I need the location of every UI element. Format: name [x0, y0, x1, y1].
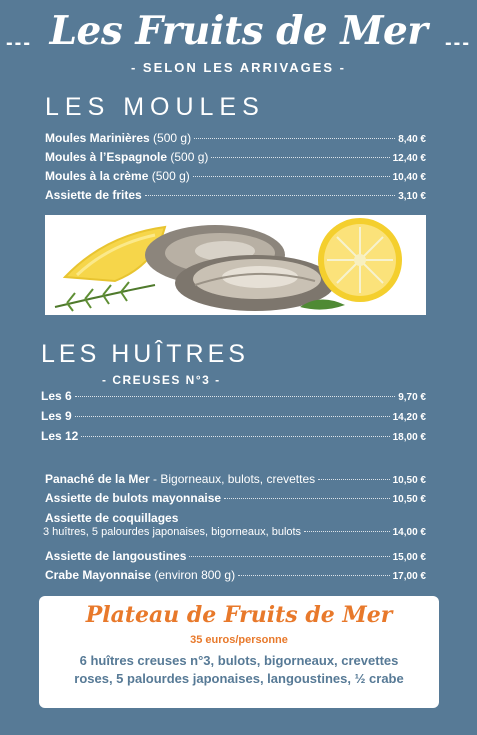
- plateau-price: 35 euros/personne: [190, 634, 288, 646]
- item-price: 8,40 €: [398, 134, 426, 145]
- item-price: 10,50 €: [392, 494, 426, 505]
- plateau-description: [39, 652, 439, 688]
- dot-leader: [189, 556, 389, 557]
- title-dash-right: ---: [445, 32, 471, 54]
- dot-leader: [304, 531, 390, 532]
- dot-leader: [211, 157, 389, 158]
- dot-leader: [194, 138, 395, 139]
- item-label: Moules à la crème: [45, 169, 149, 183]
- item-price: 14,00 €: [392, 527, 426, 538]
- dot-leader: [318, 479, 389, 480]
- item-price: 15,00 €: [392, 552, 426, 563]
- item-note: (500 g): [167, 150, 209, 164]
- item-name: [45, 568, 235, 582]
- item-note: (500 g): [148, 169, 190, 183]
- list-item: [45, 169, 426, 188]
- section-title-moules: LES MOULES: [45, 93, 265, 121]
- list-item: [45, 188, 426, 207]
- item-label: Assiette de frites: [45, 188, 142, 202]
- item-price: 17,00 €: [392, 571, 426, 582]
- item-name: Assiette de bulots mayonnaise: [45, 491, 222, 505]
- dot-leader: [75, 396, 396, 397]
- dot-leader: [75, 416, 390, 417]
- moules-list: [45, 131, 426, 207]
- list-item: [41, 429, 426, 449]
- list-item: [45, 568, 426, 587]
- item-name: Les 12: [41, 429, 79, 443]
- item-name: [45, 131, 191, 145]
- list-item: [45, 150, 426, 169]
- item-label: Moules Marinières: [45, 131, 150, 145]
- item-note: (500 g): [149, 131, 192, 145]
- item-name: Les 9: [41, 409, 72, 423]
- item-name: [45, 472, 315, 486]
- item-name: [45, 169, 190, 183]
- dot-leader: [145, 195, 395, 196]
- item-note: (environ 800 g): [151, 568, 236, 582]
- item-price: 14,20 €: [392, 412, 426, 423]
- dot-leader: [193, 176, 390, 177]
- dot-leader: [224, 498, 390, 499]
- list-item: [45, 472, 426, 491]
- item-note: - Bigorneaux, bulots, crevettes: [149, 472, 316, 486]
- header: [0, 6, 477, 62]
- menu-title: Les Fruits de Mer: [49, 8, 428, 54]
- dot-leader: [238, 575, 390, 576]
- list-item: [45, 549, 426, 568]
- item-detail-row: [45, 526, 426, 538]
- item-name: Assiette de coquillages: [45, 511, 179, 525]
- item-name: [45, 150, 208, 164]
- item-name: Les 6: [41, 389, 72, 403]
- item-price: 12,40 €: [392, 153, 426, 164]
- title-dash-left: ---: [6, 32, 32, 54]
- plateau-panel: [39, 596, 439, 708]
- section-title-huitres: LES HUÎTRES: [41, 340, 249, 368]
- dot-leader: [81, 436, 389, 437]
- menu-subtitle: - SELON LES ARRIVAGES -: [130, 60, 346, 75]
- item-detail: 3 huîtres, 5 palourdes japonaises, bigorneaux, bulots: [43, 526, 302, 538]
- list-item-coquillages: [45, 511, 426, 538]
- item-name: Assiette de langoustines: [45, 549, 187, 563]
- other-plates-list: [45, 472, 426, 510]
- item-price: 18,00 €: [392, 432, 426, 443]
- item-price: 3,10 €: [398, 191, 426, 202]
- item-label: Panaché de la Mer: [45, 472, 150, 486]
- plateau-desc-line: 6 huîtres creuses n°3, bulots, bigorneaux, crevettes: [79, 653, 399, 668]
- list-item: [41, 389, 426, 409]
- list-item: [45, 491, 426, 510]
- item-price: 10,40 €: [392, 172, 426, 183]
- item-label: Moules à l’Espagnole: [45, 150, 168, 164]
- item-label: Crabe Mayonnaise: [45, 568, 152, 582]
- list-item: [45, 131, 426, 150]
- other-plates-list-2: [45, 549, 426, 587]
- item-name: [45, 188, 142, 202]
- oysters-lemon-photo: [45, 215, 426, 315]
- item-price: 10,50 €: [392, 475, 426, 486]
- plateau-title: Plateau de Fruits de Mer: [85, 602, 393, 628]
- list-item: [41, 409, 426, 429]
- oysters-lemon-illustration: [45, 215, 426, 315]
- huitres-list: [41, 389, 426, 449]
- item-price: 9,70 €: [398, 392, 426, 403]
- plateau-desc-line: roses, 5 palourdes japonaises, langoustines, ½ crabe: [74, 671, 404, 686]
- section-subtitle-creuses: - CREUSES N°3 -: [102, 373, 221, 387]
